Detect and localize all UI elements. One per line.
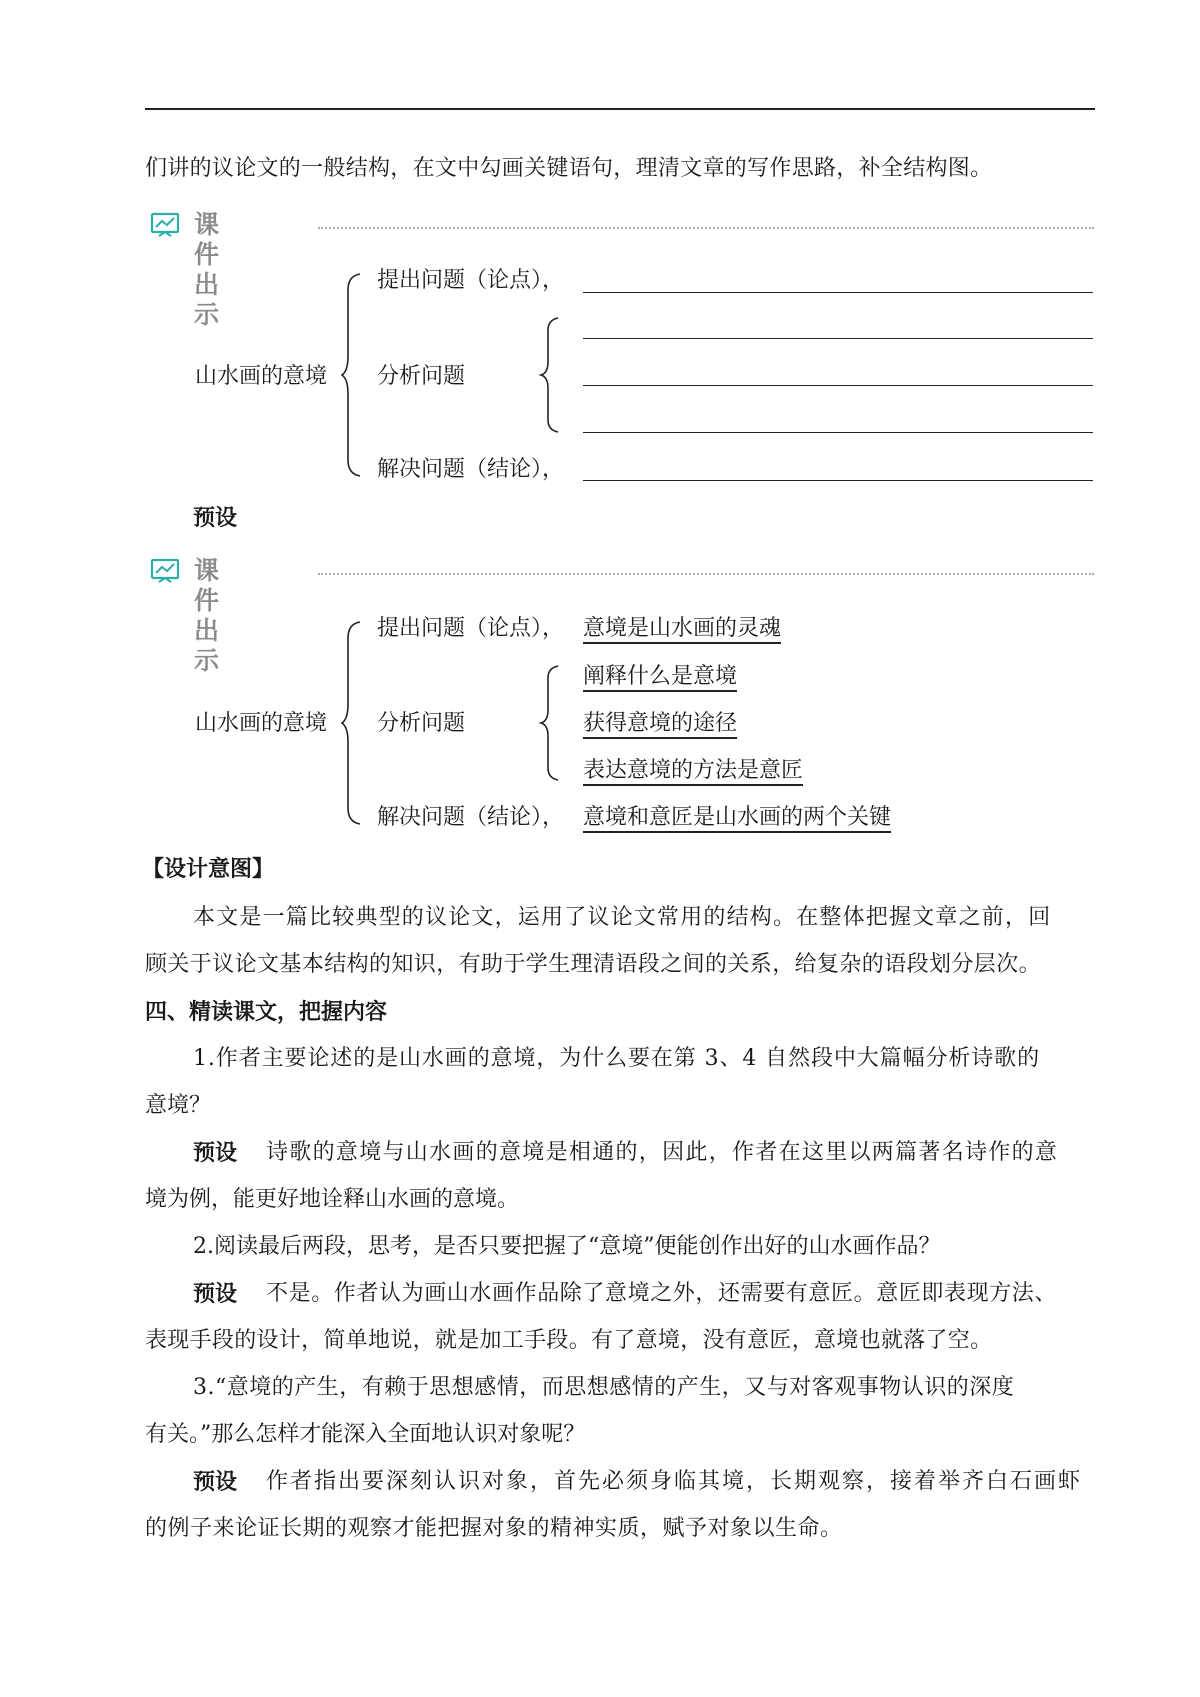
diagram1-blank-2c <box>583 432 1093 433</box>
diagram1-blank-2b <box>583 385 1093 386</box>
question-1-line-1: 1.作者主要论述的是山水画的意境，为什么要在第 3、4 自然段中大篇幅分析诗歌的 <box>193 1046 1040 1071</box>
courseware-divider <box>318 573 1094 575</box>
courseware-chart-icon <box>150 212 182 238</box>
answer-1-label: 预设 <box>193 1140 238 1166</box>
diagram1-sub-brace <box>538 316 566 434</box>
diagram1-brace <box>340 272 368 478</box>
diagram2-branch-2: 分析问题 <box>377 711 466 736</box>
answer-1-line-1: 诗歌的意境与山水画的意境是相通的，因此，作者在这里以两篇著名诗作的意 <box>266 1140 1059 1165</box>
diagram2-answer-3: 意境和意匠是山水画的两个关键 <box>583 805 891 833</box>
diagram2-answer-1: 意境是山水画的灵魂 <box>583 616 781 644</box>
header-rule <box>145 108 1095 110</box>
section4-heading: 四、精读课文，把握内容 <box>145 999 388 1025</box>
courseware-label: 课件出示 <box>194 556 225 675</box>
diagram1-branch-2: 分析问题 <box>377 364 466 389</box>
courseware-divider <box>318 227 1094 229</box>
answer-3-line-1: 作者指出要深刻认识对象，首先必须身临其境，长期观察，接着举齐白石画虾 <box>266 1469 1083 1494</box>
question-3-line-2: 有关。”那么怎样才能深入全面地认识对象呢？ <box>145 1422 586 1447</box>
question-1-line-2: 意境？ <box>145 1093 212 1118</box>
answer-2-line-2: 表现手段的设计，简单地说，就是加工手段。有了意境，没有意匠，意境也就落了空。 <box>145 1328 993 1353</box>
answer-2-line-1: 不是。作者认为画山水画作品除了意境之外，还需要有意匠。意匠即表现方法、 <box>266 1281 1058 1306</box>
preset-label: 预设 <box>193 505 238 531</box>
courseware-label: 课件出示 <box>194 210 225 329</box>
diagram2-branch-1: 提出问题（论点）， <box>377 616 565 641</box>
answer-1-line-2: 境为例，能更好地诠释山水画的意境。 <box>145 1187 520 1212</box>
diagram1-blank-1 <box>583 292 1093 293</box>
design-intent-line-1: 本文是一篇比较典型的议论文，运用了议论文常用的结构。在整体把握文章之前，回 <box>193 905 1052 930</box>
answer-3-label: 预设 <box>193 1469 238 1495</box>
diagram1-root: 山水画的意境 <box>195 364 328 389</box>
diagram1-blank-2a <box>583 338 1093 339</box>
courseware-chart-icon <box>150 558 182 584</box>
diagram2-answer-2a: 阐释什么是意境 <box>583 664 737 692</box>
question-2: 2.阅读最后两段，思考，是否只要把握了“意境”便能创作出好的山水画作品？ <box>193 1234 941 1259</box>
diagram2-brace <box>340 620 368 826</box>
design-intent-line-2: 顾关于议论文基本结构的知识，有助于学生理清语段之间的关系，给复杂的语段划分层次。 <box>145 952 1042 977</box>
diagram2-answer-2c: 表达意境的方法是意匠 <box>583 758 803 786</box>
diagram1-branch-1: 提出问题（论点）， <box>377 268 565 293</box>
diagram2-sub-brace <box>538 664 566 782</box>
diagram2-root: 山水画的意境 <box>195 711 328 736</box>
diagram1-blank-3 <box>583 480 1093 481</box>
diagram2-branch-3: 解决问题（结论）， <box>377 805 565 830</box>
answer-2-label: 预设 <box>193 1281 238 1307</box>
answer-3-line-2: 的例子来论证长期的观察才能把握对象的精神实质，赋予对象以生命。 <box>145 1516 843 1541</box>
diagram2-answer-2b: 获得意境的途径 <box>583 711 737 739</box>
design-intent-heading: 【设计意图】 <box>142 856 275 882</box>
diagram1-branch-3: 解决问题（结论）， <box>377 457 565 482</box>
intro-line: 们讲的议论文的一般结构，在文中勾画关键语句，理清文章的写作思路，补全结构图。 <box>145 156 993 181</box>
question-3-line-1: 3.“意境的产生，有赖于思想感情，而思想感情的产生，又与对客观事物认识的深度 <box>193 1375 1015 1400</box>
